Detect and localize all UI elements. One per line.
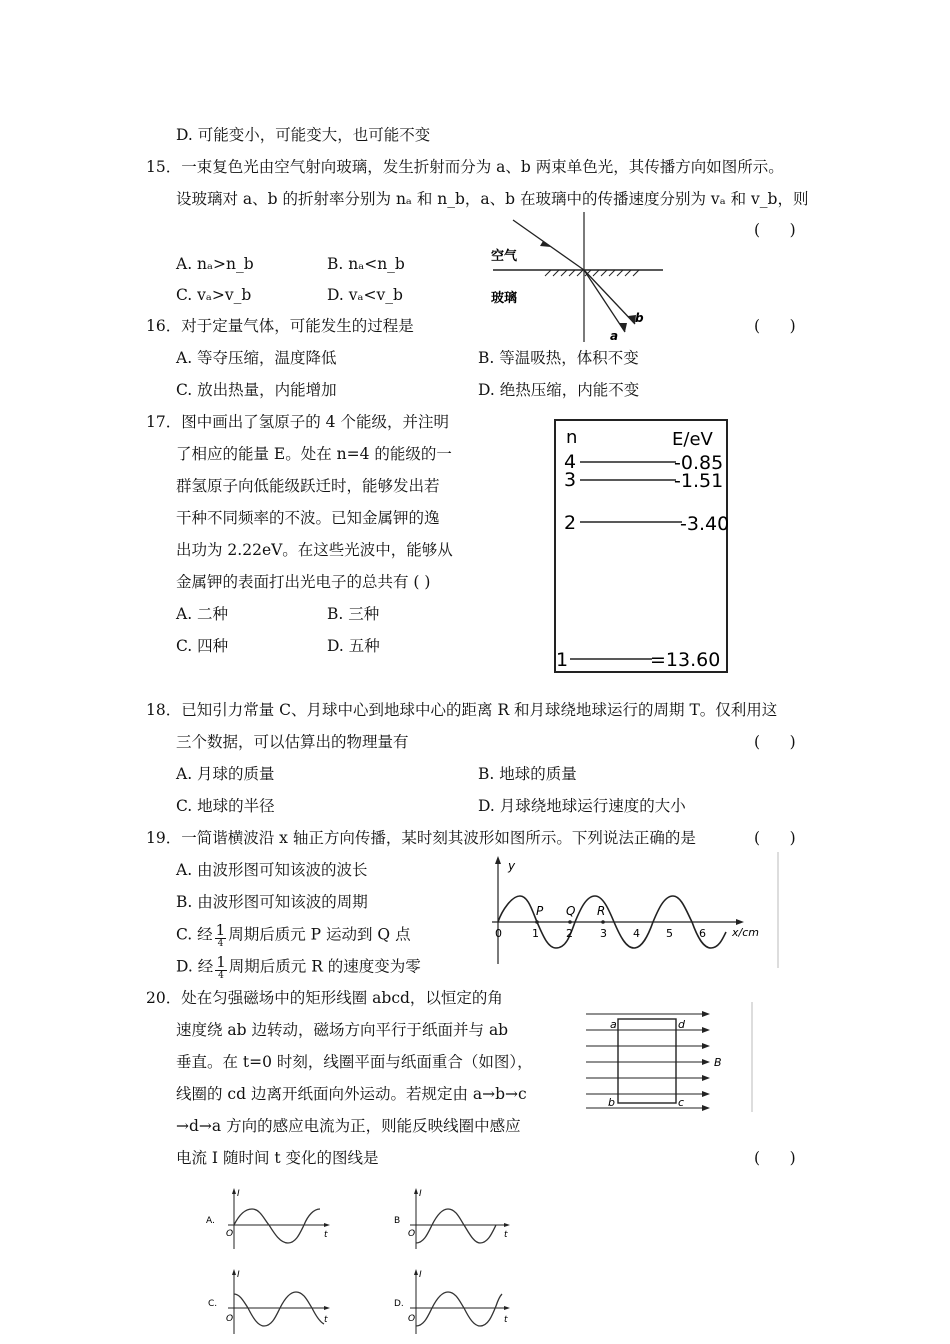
corner-b: b [608, 1096, 615, 1109]
q19-option-a: A. 由波形图可知该波的波长 [176, 861, 368, 879]
i-arrow-icon [414, 1188, 418, 1194]
y-label: y [508, 859, 516, 873]
ray-b [584, 270, 635, 324]
graph-a [204, 1185, 344, 1251]
q17-stem-line3: 群氢原子向低能级跃迁时，能够发出若 [176, 477, 440, 495]
current-curve [416, 1209, 496, 1243]
q19-answer-paren: ( ) [754, 829, 796, 847]
current-curve [234, 1209, 320, 1243]
q18-option-a: A. 月球的质量 [176, 765, 275, 783]
graph-label: B [394, 1216, 401, 1226]
energy-level-diagram [552, 418, 732, 676]
q20-stem-line3: 垂直。在 t=0 时刻，线圈平面与纸面重合（如图）， [176, 1053, 533, 1071]
graph-label: A. [206, 1216, 215, 1226]
glass-label: 玻璃 [491, 291, 518, 306]
incident-ray [513, 220, 584, 270]
tick-3: 3 [600, 927, 607, 940]
refraction-figure [485, 212, 665, 344]
quarter-fraction: $\frac{1}{4}$ [215, 921, 226, 949]
q14-option-d: D. 可能变小，可能变大，也可能不变 [176, 126, 431, 144]
q20-stem-line6: 电流 I 随时间 t 变化的图线是 [176, 1149, 379, 1167]
q16-option-b: B. 等温吸热，体积不变 [478, 349, 639, 367]
n-header: n [566, 427, 578, 448]
graph-d [390, 1266, 520, 1336]
axis-t-label: t [504, 1230, 508, 1240]
q17-option-b: B. 三种 [327, 605, 380, 623]
q19-option-c: C. 经 $\frac{1}{4}$ 周期后质元 P 运动到 Q 点 [176, 921, 411, 949]
level-4-n: 4 [564, 451, 577, 473]
ray-b-label: b [635, 311, 644, 325]
q17-option-c: C. 四种 [176, 637, 229, 655]
x-arrow-icon [736, 919, 744, 925]
level-1-n: 1 [556, 649, 569, 671]
origin-label: O [226, 1314, 234, 1324]
q17-stem-line2: 了相应的能量 E。处在 n=4 的能级的一 [176, 445, 452, 463]
q15-option-a: A. nₐ>n_b [176, 255, 254, 273]
origin-label: O [226, 1229, 234, 1239]
q20-stem-line1: 20．处在匀强磁场中的矩形线圈 abcd，以恒定的角 [146, 989, 503, 1007]
axis-t-label: t [504, 1315, 508, 1325]
field-arrow-icons [702, 1011, 710, 1111]
point-q-label: Q [566, 904, 576, 918]
q17-stem-line4: 干种不同频率的不波。已知金属钾的逸 [176, 509, 440, 527]
ray-a [584, 270, 625, 332]
level-2-n: 2 [564, 512, 577, 534]
level-3-n: 3 [564, 469, 577, 491]
corner-d: d [678, 1018, 685, 1031]
q15-option-b: B. nₐ<n_b [327, 255, 405, 273]
current-curve [234, 1292, 324, 1326]
corner-a: a [610, 1018, 617, 1031]
q15-stem-line2: 设玻璃对 a、b 的折射率分别为 nₐ 和 n_b，a、b 在玻璃中的传播速度分别为 vₐ 和 v_b，则 [176, 190, 809, 208]
origin-label: O [408, 1314, 416, 1324]
e-header: E/eV [672, 429, 713, 450]
t-arrow-icon [324, 1223, 330, 1227]
graph-b [390, 1185, 520, 1251]
coil-figure [586, 1002, 758, 1114]
level-4-energy: -0.85 [674, 452, 724, 474]
t-arrow-icon [504, 1306, 510, 1310]
ray-a-arrow-icon [619, 323, 627, 332]
q19-stem: 19．一简谐横波沿 x 轴正方向传播，某时刻其波形如图所示。下列说法正确的是 [146, 829, 696, 847]
axis-t-label: t [324, 1315, 328, 1325]
point-p-label: P [536, 904, 544, 918]
tick-0: 0 [495, 927, 502, 940]
field-lines [586, 1014, 706, 1108]
tick-2: 2 [566, 927, 573, 940]
q18-option-b: B. 地球的质量 [478, 765, 577, 783]
ray-a-label: a [610, 329, 619, 343]
q20-stem-line2: 速度绕 ab 边转动，磁场方向平行于纸面并与 ab [176, 1021, 509, 1039]
point-q-dot [568, 920, 572, 924]
point-r-label: R [597, 904, 606, 918]
incident-arrow-icon [540, 241, 551, 247]
graph-label: C. [208, 1299, 218, 1309]
q17-option-a: A. 二种 [176, 605, 229, 623]
q17-stem-line1: 17．图中画出了氢原子的 4 个能级，并注明 [146, 413, 449, 431]
i-arrow-icon [232, 1188, 236, 1194]
q16-stem: 16．对于定量气体，可能发生的过程是 [146, 317, 414, 335]
graph-label: D. [394, 1299, 404, 1309]
current-curve [416, 1292, 502, 1326]
t-arrow-icon [504, 1223, 510, 1227]
q18-answer-paren: ( ) [754, 733, 796, 751]
q19-option-d: D. 经 $\frac{1}{4}$ 周期后质元 R 的速度变为零 [176, 953, 421, 981]
tick-1: 1 [532, 927, 539, 940]
q15-stem-line1: 15．一束复色光由空气射向玻璃，发生折射而分为 a、b 两束单色光，其传播方向如图所示。 [146, 158, 784, 176]
level-1-energy: =13.60 [650, 649, 721, 671]
air-label: 空气 [491, 249, 518, 264]
field-label: B [714, 1056, 722, 1069]
q15-option-c: C. vₐ>v_b [176, 286, 252, 304]
point-r-dot [601, 920, 605, 924]
q15-answer-paren: ( ) [754, 221, 796, 239]
q18-stem-line2: 三个数据，可以估算出的物理量有 [176, 733, 409, 751]
origin-label: O [408, 1229, 416, 1239]
q16-option-a: A. 等夺压缩，温度降低 [176, 349, 337, 367]
hatch-marks [545, 270, 639, 276]
q17-option-d: D. 五种 [327, 637, 380, 655]
point-p-dot [535, 920, 539, 924]
level-2-energy: -3.40 [680, 513, 730, 535]
i-arrow-icon [414, 1269, 418, 1275]
q18-option-d: D. 月球绕地球运行速度的大小 [478, 797, 686, 815]
q15-option-d: D. vₐ<v_b [327, 286, 403, 304]
graph-c [204, 1266, 344, 1336]
q16-option-d: D. 绝热压缩，内能不变 [478, 381, 640, 399]
q17-stem-line5: 出功为 2.22eV。在这些光波中，能够从 [176, 541, 453, 559]
corner-c: c [678, 1096, 685, 1109]
t-arrow-icon [324, 1306, 330, 1310]
x-label: x/cm [732, 926, 759, 939]
i-arrow-icon [232, 1269, 236, 1275]
q18-option-c: C. 地球的半径 [176, 797, 275, 815]
tick-5: 5 [666, 927, 673, 940]
q20-stem-line4: 线圈的 cd 边离开纸面向外运动。若规定由 a→b→c [176, 1085, 527, 1103]
coil-rectangle [618, 1019, 676, 1103]
axis-i-label: I [419, 1270, 422, 1280]
y-arrow-icon [495, 856, 501, 864]
level-3-energy: -1.51 [674, 470, 724, 492]
q19-option-b: B. 由波形图可知该波的周期 [176, 893, 368, 911]
tick-4: 4 [633, 927, 640, 940]
axis-t-label: t [324, 1230, 328, 1240]
wave-figure [488, 852, 783, 970]
q16-answer-paren: ( ) [754, 317, 796, 335]
tick-6: 6 [699, 927, 706, 940]
q17-stem-line6: 金属钾的表面打出光电子的总共有 ( ) [176, 573, 431, 591]
q16-option-c: C. 放出热量，内能增加 [176, 381, 337, 399]
axis-i-label: I [237, 1189, 240, 1199]
q18-stem-line1: 18．已知引力常量 C、月球中心到地球中心的距离 R 和月球绕地球运行的周期 T。仅利用这 [146, 701, 778, 719]
axis-i-label: I [419, 1189, 422, 1199]
q20-stem-line5: →d→a 方向的感应电流为正，则能反映线圈中感应 [176, 1117, 521, 1135]
quarter-fraction: $\frac{1}{4}$ [216, 953, 226, 981]
axis-i-label: I [237, 1270, 240, 1280]
q20-answer-paren: ( ) [754, 1149, 796, 1167]
